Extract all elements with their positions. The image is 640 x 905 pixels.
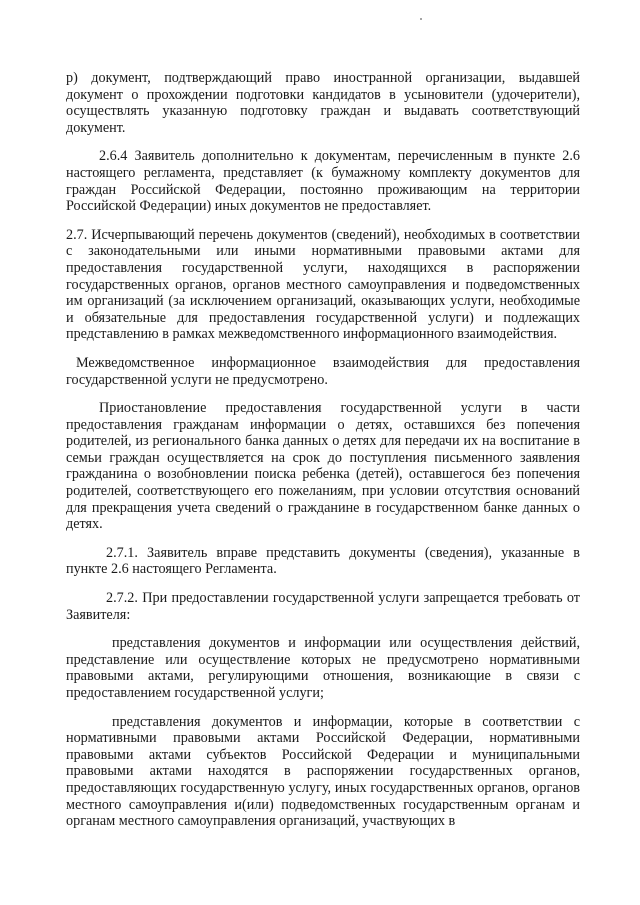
paragraph-interagency: Межведомственное информационное взаимодействия для предоставления государственной услуги не предусмотрено. (66, 354, 580, 388)
paragraph-prohibition-1: представления документов и информации или осуществления действий, представление или осуществление которых не предусмотрено нормативными правовыми актами, регулирующими отношения, возникающие в связи с предоставлением государственной услуги; (66, 635, 580, 701)
paragraph-2-6-4: 2.6.4 Заявитель дополнительно к документам, перечисленным в пункте 2.6 настоящего регламента, представляет (к бумажному комплекту документов для граждан Российской Федерации, постоянно проживающим на территории Российской Федерации) иных документов не предоставляет. (66, 148, 580, 215)
paragraph-prohibition-2: представления документов и информации, которые в соответствии с нормативными правовыми актами Российской Федерации, нормативными правовыми актами субъектов Российской Федерации и муниципальными правовыми актами находятся в распоряжении государственных органов, предоставляющих государственную услугу, иных государственных органов, органов местного самоуправления и(или) подведомственных государственным органам и органам местного самоуправления организаций, участвующих в (66, 713, 580, 830)
paragraph-2-7-1: 2.7.1. Заявитель вправе представить документы (сведения), указанные в пункте 2.6 настоящего Регламента. (66, 544, 580, 578)
paragraph-2-7-2: 2.7.2. При предоставлении государственной услуги запрещается требовать от Заявителя: (66, 590, 580, 623)
paragraph-2-7: 2.7. Исчерпывающий перечень документов (сведений), необходимых в соответствии с законодательными или иными нормативными правовыми актами для предоставления государственной услуги, находящихся в распоряжении государственных органов, органов местного самоуправления и подведомственных им организаций (за исключением организаций, оказывающих услуги, необходимые и обязательные для предоставления государственной услуги) и подлежащих представлению в рамках межведомственного информационного взаимодействия. (66, 226, 580, 343)
paragraph-suspension: Приостановление предоставления государственной услуги в части предоставления гражданам информации о детях, оставшихся без попечения родителей, из регионального банка данных о детях для передачи их на воспитание в семьи граждан осуществляется на срок до поступления письменного заявления гражданина о возобновлении поиска ребенка (детей), оставшегося без попечения родителей, соответствующего его пожеланиям, при условии отсутствия оснований для прекращения учета сведений о гражданине в государственном банке данных о детях. (66, 400, 580, 533)
scan-speck (420, 18, 422, 20)
paragraph-p-item: р) документ, подтверждающий право иностранной организации, выдавшей документ о прохождении подготовки кандидатов в усыновители (удочерители), осуществлять указанную подготовку граждан и выдавать соответствующий документ. (66, 70, 580, 136)
